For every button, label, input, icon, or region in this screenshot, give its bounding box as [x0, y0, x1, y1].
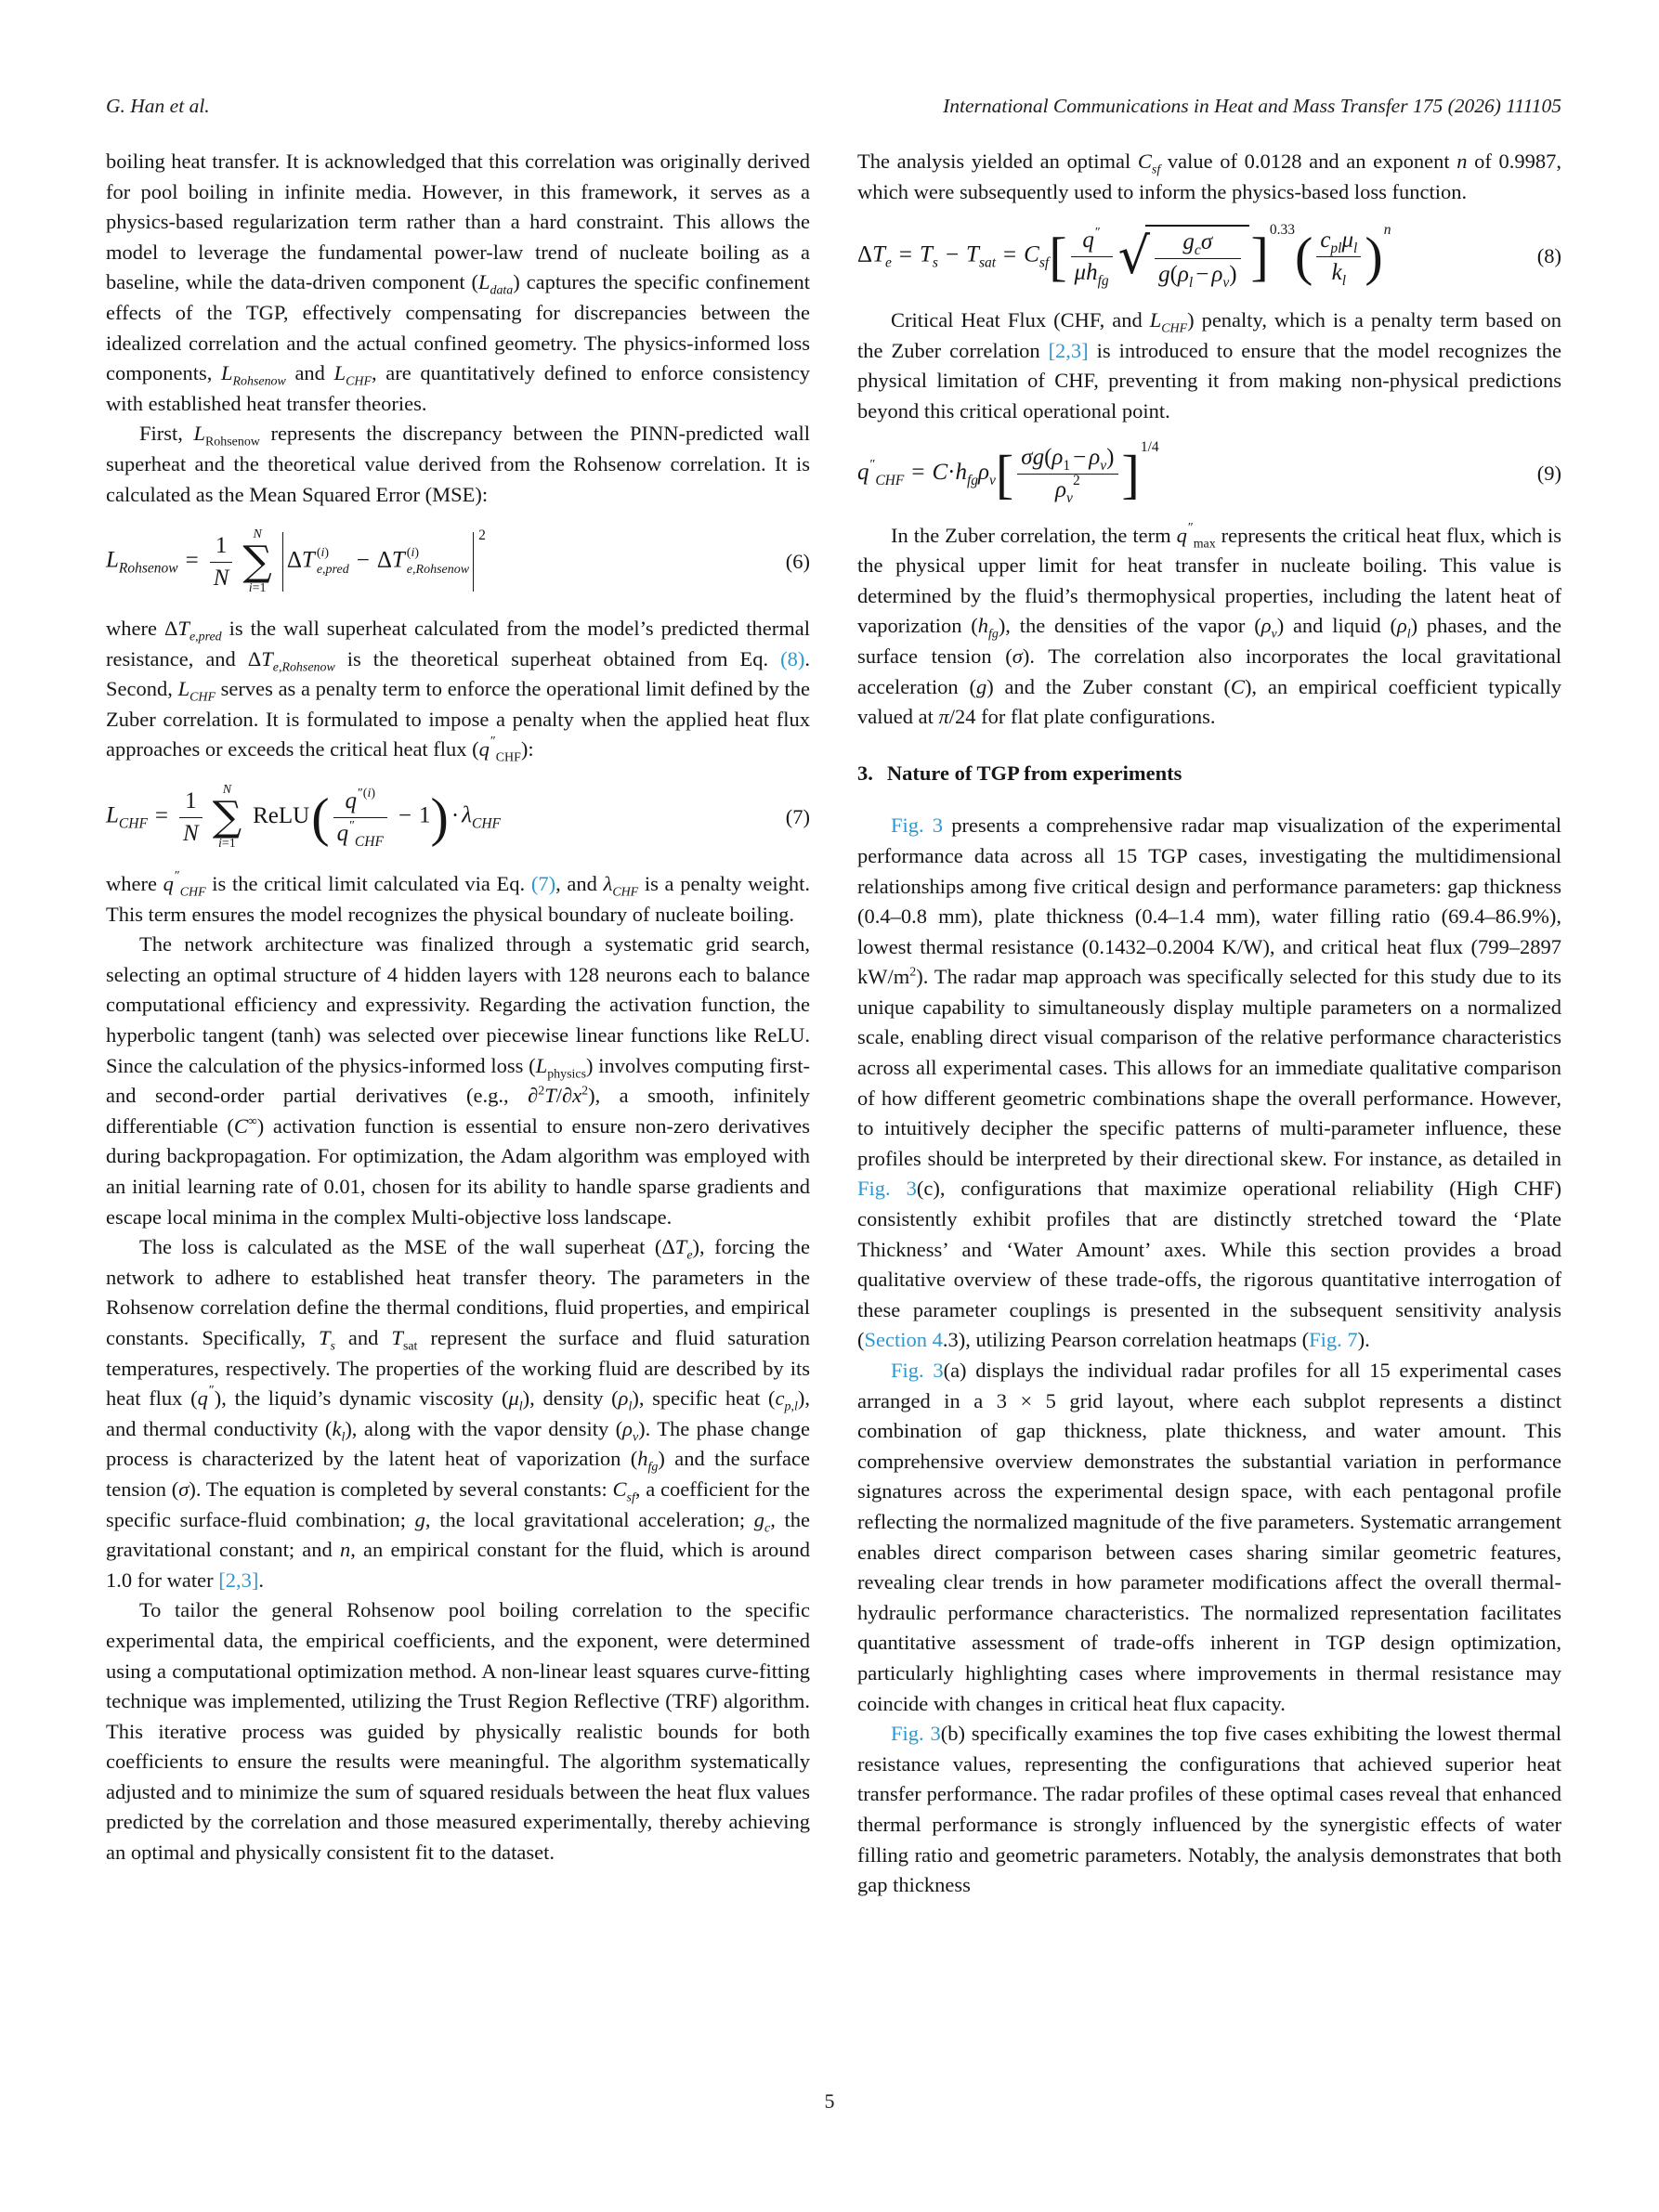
equation-body: $L_{CHF}$ = $\frac{1}{N}$ N ∑ i=1 ReLU( $\frac{q^{''(i)}}{q''_{CHF}}$ − $1) \cdot \lambda_{CHF}$ [106, 783, 501, 851]
right-column [857, 147, 1561, 1901]
paragraph-continuation: The analysis yielded an optimal $C_{sf}$ value of 0.0128 and an exponent n of 0.9987, which were subsequently used to inform the physics-based loss function. [857, 150, 1561, 203]
paragraph: To tailor the general Rohsenow pool boiling correlation to the specific experimental data, the empirical coefficients, and the exponent, were determined using a computational optimization method. A non-linear least squares curve-fitting technique was implemented, utilizing the Trust Region Reflective (TRF) algorithm. This iterative process was guided by physically realistic bounds for both coefficients to ensure the results were meaningful. The algorithm systematically adjusted and to minimize the sum of squared residuals between the heat flux values predicted by the correlation and those measured experimentally, thereby achieving an optimal and physically consistent fit to the dataset. [106, 1598, 810, 1865]
section-number: 3. [857, 761, 873, 785]
equation-number: (7) [785, 804, 810, 828]
page-header [106, 95, 1561, 118]
equation-9 [857, 438, 1561, 506]
paragraph-continuation: boiling heat transfer. It is acknowledged that this correlation was originally derived for pool boiling in infinite media. However, in this framework, it serves as a physics-based regularization term rather than a hard constraint. This allows the model to leverage the fundamental power-law trend of nucleate boiling as a baseline, while the data-driven component $(L_{data})$ captures the specific confinement effects of the TGP, effectively compensating for discrepancies between the idealized correlation and the actual confined geometry. The physics-informed loss components, $L_{Rohsenow}$ and $L_{CHF}$, are quantitatively defined to enforce consistency with established heat transfer theories. [106, 150, 810, 415]
equation-8 [857, 221, 1561, 292]
equation-number: (8) [1536, 243, 1561, 267]
equation-number: (9) [1536, 461, 1561, 485]
paragraph: Fig. 3 presents a comprehensive radar map visualization of the experimental performance data across all 15 TGP cases, investigating the multidimensional relationships among five critical design and performance parameters: gap thickness (0.4–0.8 mm), plate thickness (0.4–1.4 mm), water filling ratio (69.4–86.9%), lowest thermal resistance (0.1432–0.2004 K/W), and critical heat flux (799–2897 $kW/m^2$). The radar map approach was specifically selected for this study due to its unique capability to simultaneously display multiple parameters on a normalized scale, enabling direct visual comparison of the relative performance characteristics across all experimental cases. This allows for an immediate qualitative comparison of how different geometric combinations shape the overall performance. However, to intuitively decipher the specific patterns of multi-parameter influence, these profiles should be interpreted by their directional skew. For instance, as detailed in Fig. 3(c), configurations that maximize operational reliability (High CHF) consistently exhibit profiles that are distinctly stretched toward the ‘Plate Thickness’ and ‘Water Amount’ axes. While this section provides a broad qualitative overview of these trade-offs, the rigorous quantitative interrogation of these parameter couplings is presented in the subsequent sensitivity analysis (Section 4.3), utilizing Pearson correlation heatmaps (Fig. 7). [857, 813, 1562, 1352]
section-heading [857, 759, 1561, 789]
page-number: 5 [824, 2089, 835, 2113]
paragraph: In the Zuber correlation, the term $q''_{max}$ represents the critical heat flux, which is the physical upper limit for heat transfer in nucleate boiling. This value is determined by the fluid’s thermophysical properties, including the latent heat of vaporization $(h_{fg})$, the densities of the vapor $(\rho_v)$ and liquid $(\rho_l)$ phases, and the surface tension (σ). The correlation also incorporates the local gravitational acceleration (g) and the Zuber constant (C), an empirical coefficient typically valued at π/24 for flat plate configurations. [857, 520, 1562, 729]
equation-7 [106, 783, 810, 852]
equation-number: (6) [785, 549, 810, 573]
page-footer [0, 2089, 1659, 2114]
paragraph: First, $L_{Rohsenow}$ represents the discrepancy between the PINN-predicted wall superheat and the theoretical value derived from the Rohsenow correlation. It is calculated as the Mean Squared Error (MSE): [106, 422, 811, 506]
header-author: G. Han et al. [106, 95, 210, 117]
equation-body: $q''_{CHF} = C\cdot h_{fg}\rho_v$[ $\frac{\sigma g(\rho_1 - \rho_v)}{\rho_v^2}$ ]$^{1/4}$ [857, 438, 1159, 506]
paragraph: where $\Delta T_{e,pred}$ is the wall superheat calculated from the model’s predicted thermal resistance, and $\Delta T_{e,Rohsenow}$ is the theoretical superheat obtained from Eq. (8). Second, $L_{CHF}$ serves as a penalty term to enforce the operational limit defined by the Zuber correlation. It is formulated to impose a penalty when the applied heat flux approaches or exceeds the critical heat flux $(q''_{CHF})$: [106, 617, 810, 765]
header-journal: International Communications in Heat and Mass Transfer 175 (2026) 111105 [943, 95, 1561, 117]
left-column [106, 147, 810, 1901]
equation-body: $\Delta T_e = T_s - T_{sat} = C_{sf}$[ $\frac{q''}{\mu h_{fg}}$ √ $\frac{g_c\sigma}{g(\rho_l - \rho_v)}$ ]$^{0.33}$( $\frac{c_{pl}\mu_l}{k_l}$ )$^n$ [857, 221, 1391, 292]
equation-body: $L_{Rohsenow}$ = $\frac{1}{N}$ N ∑ i=1 ΔT (i) e,pred − ΔT (i) e,Rohsenow $^2$ [106, 527, 486, 596]
paragraph: Fig. 3(a) displays the individual radar profiles for all 15 experimental cases arranged in a 3 × 5 grid layout, where each subplot represents a distinct combination of gap thickness, plate thickness, and water amount. This comprehensive overview demonstrates the substantial variation in performance signatures across the experimental design space, with each pentagonal profile reflecting the normalized magnitude of the five parameters. Systematic arrangement enables direct comparison between cases sharing similar geometric features, revealing clear trends in how parameter modifications affect the overall thermal-hydraulic performance characteristics. The normalized representation facilitates quantitative assessment of trade-offs inherent in TGP design optimization, particularly highlighting cases where improvements in thermal resistance may coincide with changes in critical heat flux capacity. [857, 1359, 1561, 1715]
paragraph: The loss is calculated as the MSE of the wall superheat $(\Delta T_e)$, forcing the network to adhere to established heat transfer theory. The parameters in the Rohsenow correlation define the thermal conditions, fluid properties, and empirical constants. Specifically, $T_s$ and $T_{sat}$ represent the surface and fluid saturation temperatures, respectively. The properties of the working fluid are described by its heat flux (q″), the liquid’s dynamic viscosity $(\mu_l)$, density $(\rho_l)$, specific heat $(c_{p,l})$, and thermal conductivity $(k_l)$, along with the vapor density $(\rho_v)$. The phase change process is characterized by the latent heat of vaporization $(h_{fg})$ and the surface tension (σ). The equation is completed by several constants: $C_{sf}$, a coefficient for the specific surface-fluid combination; g, the local gravitational acceleration; $g_c$, the gravitational constant; and n, an empirical constant for the fluid, which is around 1.0 for water [2,3]. [106, 1235, 811, 1592]
page-body [106, 147, 1561, 1901]
section-title: Nature of TGP from experiments [886, 761, 1182, 785]
paragraph: Fig. 3(b) specifically examines the top five cases exhibiting the lowest thermal resistance values, representing the configurations that achieved superior heat transfer performance. The radar profiles of these optimal cases reveal that enhanced thermal performance is strongly influenced by the synergistic effects of water filling ratio and geometric parameters. Notably, the analysis demonstrates that both gap thickness [857, 1722, 1562, 1897]
paragraph: The network architecture was finalized through a systematic grid search, selecting an optimal structure of 4 hidden layers with 128 neurons each to balance computational efficiency and expressivity. Regarding the activation function, the hyperbolic tangent (tanh) was selected over piecewise linear functions like ReLU. Since the calculation of the physics-informed loss $(L_{physics})$ involves computing first- and second-order partial derivatives (e.g., $\partial^2T/\partial x^2$), a smooth, infinitely differentiable (C∞) activation function is essential to ensure non-zero derivatives during backpropagation. For optimization, the Adam algorithm was employed with an initial learning rate of 0.01, chosen for its ability to handle sparse gradients and escape local minima in the complex Multi-objective loss landscape. [106, 932, 810, 1229]
equation-6 [106, 527, 810, 596]
paragraph: where $q''_{CHF}$ is the critical limit calculated via Eq. (7), and $\lambda_{CHF}$ is a penalty weight. This term ensures the model recognizes the physical boundary of nucleate boiling. [106, 869, 810, 926]
paragraph: Critical Heat Flux (CHF, and $L_{CHF}$) penalty, which is a penalty term based on the Zuber correlation [2,3] is introduced to ensure that the model recognizes the physical limitation of CHF, preventing it from making non-physical predictions beyond this critical operational point. [857, 308, 1561, 423]
